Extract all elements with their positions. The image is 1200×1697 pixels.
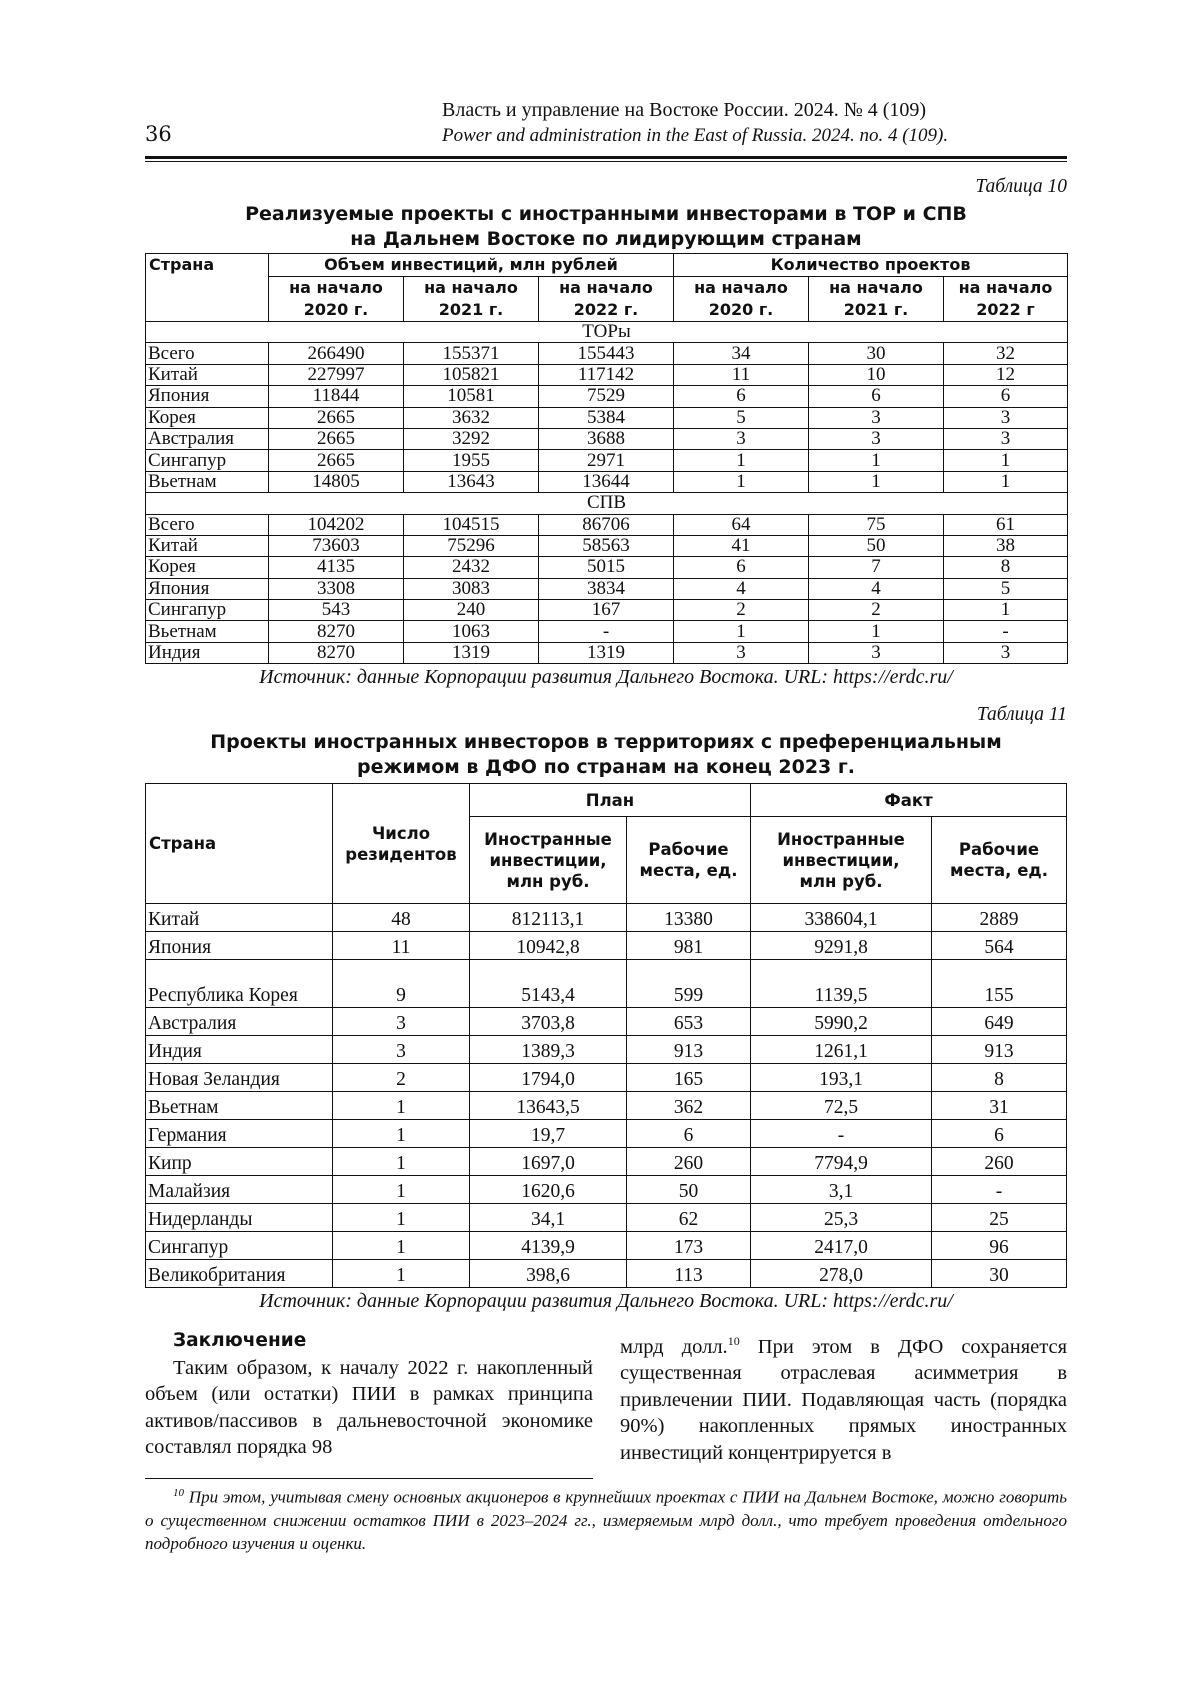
header-rule-thin: [145, 161, 1067, 162]
value-cell: 2432: [404, 557, 539, 578]
table-row: [146, 343, 1068, 364]
residents-line1: Число: [371, 823, 431, 843]
table-row: [146, 1260, 1067, 1288]
table10-subheader: [944, 277, 1068, 322]
value-cell: 50: [627, 1176, 751, 1204]
value-cell: 6: [944, 386, 1068, 407]
table-row: [146, 642, 1068, 663]
subheader-line: 2021 г.: [843, 300, 909, 319]
table-row: [146, 386, 1068, 407]
table11-title-line2: режимом в ДФО по странам на конец 2023 г.: [356, 756, 856, 778]
value-cell: 173: [627, 1232, 751, 1260]
country-cell: Новая Зеландия: [146, 1064, 333, 1092]
invest-line3: млн руб.: [799, 871, 883, 891]
value-cell: 1139,5: [751, 960, 932, 1008]
value-cell: 3703,8: [470, 1008, 627, 1036]
value-cell: 2889: [932, 904, 1067, 932]
country-cell: Всего: [146, 514, 269, 535]
table11-title-line1: Проекты иностранных инвесторов в территориях с преференциальным: [210, 731, 1002, 753]
subheader-line: 2021 г.: [438, 300, 504, 319]
value-cell: 5: [674, 407, 809, 428]
table-row: [146, 578, 1068, 599]
subheader-line: на начало: [424, 278, 518, 297]
subheader-line: на начало: [694, 278, 788, 297]
jobs-line2: места, ед.: [639, 861, 738, 880]
invest-line2: инвестиции,: [489, 850, 607, 870]
fact-jobs-header: [932, 817, 1067, 904]
value-cell: -: [944, 621, 1068, 642]
value-cell: 1: [809, 450, 944, 471]
footnote-text: При этом, учитывая смену основных акционеров в крупнейших проектах с ПИИ на Дальнем Востоке, можно говорить о существенном снижении остатков ПИИ в 2023–2024 гг., измеряемым млрд долл., что требует проведения отдельного подробного изучения и оценки.: [145, 1487, 1067, 1553]
value-cell: 117142: [539, 364, 674, 385]
value-cell: 266490: [269, 343, 404, 364]
value-cell: 61: [944, 514, 1068, 535]
table10-header-count: Количество проектов: [674, 254, 1068, 277]
value-cell: 1: [333, 1092, 470, 1120]
value-cell: 6: [809, 386, 944, 407]
value-cell: 19,7: [470, 1120, 627, 1148]
subheader-line: 2020 г.: [303, 300, 369, 319]
table-row: [146, 514, 1068, 535]
country-cell: Япония: [146, 578, 269, 599]
value-cell: 812113,1: [470, 904, 627, 932]
country-cell: Индия: [146, 642, 269, 663]
value-cell: 1063: [404, 621, 539, 642]
value-cell: 8: [944, 557, 1068, 578]
value-cell: 34,1: [470, 1204, 627, 1232]
section-label: СПВ: [146, 493, 1068, 514]
table-row: [146, 450, 1068, 471]
value-cell: 981: [627, 932, 751, 960]
value-cell: 3: [333, 1036, 470, 1064]
conclusion-text-start: млрд долл.: [620, 1335, 728, 1358]
fact-invest-header: [751, 817, 932, 904]
table10-subheader: [539, 277, 674, 322]
value-cell: 599: [627, 960, 751, 1008]
table11-title: [145, 730, 1067, 780]
value-cell: 75: [809, 514, 944, 535]
value-cell: 11: [333, 932, 470, 960]
table-row: [146, 600, 1068, 621]
value-cell: 8270: [269, 642, 404, 663]
value-cell: 8: [932, 1064, 1067, 1092]
value-cell: 649: [932, 1008, 1067, 1036]
country-cell: Сингапур: [146, 1232, 333, 1260]
value-cell: 75296: [404, 535, 539, 556]
value-cell: 1319: [404, 642, 539, 663]
value-cell: 12: [944, 364, 1068, 385]
country-cell: Великобритания: [146, 1260, 333, 1288]
value-cell: 1: [333, 1148, 470, 1176]
value-cell: 58563: [539, 535, 674, 556]
country-cell: Австралия: [146, 1008, 333, 1036]
table-row: [146, 932, 1067, 960]
value-cell: 5143,4: [470, 960, 627, 1008]
journal-title-ru: Власть и управление на Востоке России. 2024. № 4 (109): [442, 99, 927, 121]
table10-subheader: [674, 277, 809, 322]
country-cell: Япония: [146, 932, 333, 960]
table10-label: Таблица 10: [975, 176, 1067, 197]
invest-line1: Иностранные: [777, 829, 905, 849]
value-cell: 25: [932, 1204, 1067, 1232]
value-cell: 3292: [404, 428, 539, 449]
header-rule: [145, 156, 1067, 159]
table10-subheader: [404, 277, 539, 322]
country-cell: Китай: [146, 364, 269, 385]
value-cell: 165: [627, 1064, 751, 1092]
subheader-line: 2022 г: [976, 300, 1035, 319]
value-cell: 338604,1: [751, 904, 932, 932]
value-cell: 13643: [404, 471, 539, 492]
invest-line1: Иностранные: [484, 829, 612, 849]
value-cell: 1: [944, 450, 1068, 471]
table11-label: Таблица 11: [976, 704, 1067, 725]
conclusion-right-column: [620, 1328, 1067, 1466]
value-cell: 6: [627, 1120, 751, 1148]
value-cell: 3: [944, 642, 1068, 663]
value-cell: 7529: [539, 386, 674, 407]
value-cell: 14805: [269, 471, 404, 492]
value-cell: 32: [944, 343, 1068, 364]
value-cell: 1697,0: [470, 1148, 627, 1176]
value-cell: 1: [333, 1260, 470, 1288]
table-row: [146, 1120, 1067, 1148]
table-row: [146, 1148, 1067, 1176]
country-cell: Сингапур: [146, 450, 269, 471]
value-cell: 5384: [539, 407, 674, 428]
table10-subheader: [269, 277, 404, 322]
value-cell: 155: [932, 960, 1067, 1008]
value-cell: 10942,8: [470, 932, 627, 960]
value-cell: 2417,0: [751, 1232, 932, 1260]
journal-title-en: Power and administration in the East of Russia. 2024. no. 4 (109).: [442, 125, 949, 146]
table10-subheader: [809, 277, 944, 322]
value-cell: 13643,5: [470, 1092, 627, 1120]
value-cell: 4: [674, 578, 809, 599]
section-label: ТОРы: [146, 322, 1068, 343]
value-cell: 278,0: [751, 1260, 932, 1288]
value-cell: 155443: [539, 343, 674, 364]
value-cell: 5990,2: [751, 1008, 932, 1036]
subheader-line: на начало: [289, 278, 383, 297]
value-cell: 1319: [539, 642, 674, 663]
table10-header-volume: Объем инвестиций, млн рублей: [269, 254, 674, 277]
value-cell: 260: [627, 1148, 751, 1176]
value-cell: 2: [674, 600, 809, 621]
country-cell: Нидерланды: [146, 1204, 333, 1232]
value-cell: 105821: [404, 364, 539, 385]
table10-title: [145, 202, 1067, 252]
value-cell: 31: [932, 1092, 1067, 1120]
table-row: [146, 1204, 1067, 1232]
value-cell: 1955: [404, 450, 539, 471]
footnote-separator: [145, 1478, 593, 1479]
value-cell: -: [932, 1176, 1067, 1204]
subheader-line: на начало: [829, 278, 923, 297]
value-cell: 113: [627, 1260, 751, 1288]
country-cell: Всего: [146, 343, 269, 364]
conclusion-paragraph: Таким образом, к началу 2022 г. накопленный объем (или остатки) ПИИ в рамках принципа активов/пассивов в дальневосточной экономике составлял порядка 98: [145, 1356, 593, 1458]
value-cell: -: [751, 1120, 932, 1148]
table11-header-residents: [333, 784, 470, 904]
country-cell: Малайзия: [146, 1176, 333, 1204]
value-cell: 11: [674, 364, 809, 385]
value-cell: 10: [809, 364, 944, 385]
value-cell: 362: [627, 1092, 751, 1120]
country-cell: Вьетнам: [146, 621, 269, 642]
subheader-line: на начало: [958, 278, 1053, 297]
table10-section-row: [146, 322, 1068, 343]
conclusion-heading: Заключение: [173, 1330, 307, 1351]
country-cell: Япония: [146, 386, 269, 407]
value-cell: 6: [932, 1120, 1067, 1148]
value-cell: 3: [809, 642, 944, 663]
country-cell: Индия: [146, 1036, 333, 1064]
value-cell: 34: [674, 343, 809, 364]
conclusion-text-rest: При этом в ДФО сохраняется существенная отраслевая асимметрия в привлечении ПИИ. Подавляющая часть (порядка 90%) накопленных прямых иностранных инвестиций концентрируется в: [620, 1335, 1067, 1464]
table10: [145, 253, 1068, 664]
value-cell: 564: [932, 932, 1067, 960]
value-cell: 2: [809, 600, 944, 621]
value-cell: 1: [944, 471, 1068, 492]
table10-title-line2: на Дальнем Востоке по лидирующим странам: [350, 228, 862, 250]
residents-line2: резидентов: [345, 844, 457, 864]
value-cell: 3: [674, 642, 809, 663]
table11-header-plan: План: [470, 784, 751, 817]
value-cell: 2: [333, 1064, 470, 1092]
value-cell: 3688: [539, 428, 674, 449]
value-cell: 1: [674, 450, 809, 471]
table-row: [146, 1092, 1067, 1120]
value-cell: 1: [333, 1232, 470, 1260]
table-row: [146, 904, 1067, 932]
value-cell: 913: [932, 1036, 1067, 1064]
value-cell: 1: [944, 600, 1068, 621]
country-cell: Китай: [146, 904, 333, 932]
value-cell: 5: [944, 578, 1068, 599]
table-row: [146, 621, 1068, 642]
table11: [145, 783, 1067, 1288]
value-cell: 3: [809, 407, 944, 428]
table10-header-country: Страна: [146, 254, 269, 322]
value-cell: 1: [333, 1120, 470, 1148]
table11-header-fact: Факт: [751, 784, 1067, 817]
table-row: [146, 557, 1068, 578]
value-cell: 193,1: [751, 1064, 932, 1092]
value-cell: 7794,9: [751, 1148, 932, 1176]
country-cell: Германия: [146, 1120, 333, 1148]
value-cell: 4: [809, 578, 944, 599]
value-cell: 11844: [269, 386, 404, 407]
value-cell: 86706: [539, 514, 674, 535]
table11-header-country: Страна: [146, 784, 333, 904]
value-cell: 64: [674, 514, 809, 535]
value-cell: 3: [333, 1008, 470, 1036]
value-cell: 3632: [404, 407, 539, 428]
value-cell: 104515: [404, 514, 539, 535]
invest-line2: инвестиции,: [782, 850, 900, 870]
value-cell: 1794,0: [470, 1064, 627, 1092]
value-cell: 1: [809, 621, 944, 642]
table-row: [146, 1008, 1067, 1036]
value-cell: 7: [809, 557, 944, 578]
value-cell: 4139,9: [470, 1232, 627, 1260]
table11-source: Источник: данные Корпорации развития Дальнего Востока. URL: https://erdc.ru/: [259, 1290, 953, 1312]
country-cell: Корея: [146, 557, 269, 578]
value-cell: 1: [674, 621, 809, 642]
value-cell: 227997: [269, 364, 404, 385]
value-cell: 3: [944, 428, 1068, 449]
value-cell: 543: [269, 600, 404, 621]
plan-jobs-header: [627, 817, 751, 904]
value-cell: 1: [674, 471, 809, 492]
table-row: [146, 364, 1068, 385]
country-cell: Республика Корея: [146, 960, 333, 1008]
value-cell: 72,5: [751, 1092, 932, 1120]
footnote-ref[interactable]: 10: [727, 1334, 740, 1348]
page-number: 36: [145, 122, 172, 146]
value-cell: 1620,6: [470, 1176, 627, 1204]
value-cell: 1389,3: [470, 1036, 627, 1064]
value-cell: 398,6: [470, 1260, 627, 1288]
value-cell: 2665: [269, 407, 404, 428]
country-cell: Кипр: [146, 1148, 333, 1176]
value-cell: 3: [944, 407, 1068, 428]
value-cell: 1: [809, 471, 944, 492]
table-row: [146, 1064, 1067, 1092]
table10-title-line1: Реализуемые проекты с иностранными инвесторами в ТОР и СПВ: [245, 203, 967, 225]
country-cell: Корея: [146, 407, 269, 428]
value-cell: 30: [932, 1260, 1067, 1288]
table-row: [146, 1036, 1067, 1064]
table-row: [146, 471, 1068, 492]
value-cell: 260: [932, 1148, 1067, 1176]
table10-section-row: [146, 493, 1068, 514]
footnote-number: 10: [173, 1487, 184, 1499]
value-cell: 13380: [627, 904, 751, 932]
subheader-line: 2020 г.: [708, 300, 774, 319]
value-cell: 2665: [269, 428, 404, 449]
value-cell: 96: [932, 1232, 1067, 1260]
value-cell: 240: [404, 600, 539, 621]
table-row: [146, 1232, 1067, 1260]
table-row: [146, 960, 1067, 1008]
value-cell: 653: [627, 1008, 751, 1036]
value-cell: 48: [333, 904, 470, 932]
table-row: [146, 1176, 1067, 1204]
value-cell: 2971: [539, 450, 674, 471]
table10-source: Источник: данные Корпорации развития Дальнего Востока. URL: https://erdc.ru/: [259, 666, 953, 688]
value-cell: 41: [674, 535, 809, 556]
jobs-line2: места, ед.: [950, 861, 1048, 880]
value-cell: 3,1: [751, 1176, 932, 1204]
value-cell: 38: [944, 535, 1068, 556]
subheader-line: 2022 г.: [573, 300, 639, 319]
value-cell: 167: [539, 600, 674, 621]
country-cell: Австралия: [146, 428, 269, 449]
plan-invest-header: [470, 817, 627, 904]
value-cell: 73603: [269, 535, 404, 556]
value-cell: 3: [809, 428, 944, 449]
invest-line3: млн руб.: [506, 871, 590, 891]
country-cell: Китай: [146, 535, 269, 556]
country-cell: Сингапур: [146, 600, 269, 621]
value-cell: 50: [809, 535, 944, 556]
value-cell: 3: [674, 428, 809, 449]
value-cell: 9291,8: [751, 932, 932, 960]
value-cell: 6: [674, 557, 809, 578]
value-cell: 5015: [539, 557, 674, 578]
table-row: [146, 535, 1068, 556]
value-cell: 13644: [539, 471, 674, 492]
value-cell: 6: [674, 386, 809, 407]
value-cell: 2665: [269, 450, 404, 471]
value-cell: 9: [333, 960, 470, 1008]
subheader-line: на начало: [559, 278, 653, 297]
value-cell: 104202: [269, 514, 404, 535]
value-cell: 30: [809, 343, 944, 364]
conclusion-left-column: [145, 1328, 593, 1461]
value-cell: 8270: [269, 621, 404, 642]
value-cell: 1: [333, 1204, 470, 1232]
jobs-line1: Рабочие: [648, 840, 729, 859]
value-cell: 913: [627, 1036, 751, 1064]
value-cell: -: [539, 621, 674, 642]
jobs-line1: Рабочие: [958, 840, 1040, 859]
country-cell: Вьетнам: [146, 471, 269, 492]
value-cell: 3834: [539, 578, 674, 599]
value-cell: 62: [627, 1204, 751, 1232]
value-cell: 1: [333, 1176, 470, 1204]
value-cell: 3083: [404, 578, 539, 599]
value-cell: 3308: [269, 578, 404, 599]
value-cell: 25,3: [751, 1204, 932, 1232]
table-row: [146, 428, 1068, 449]
value-cell: 10581: [404, 386, 539, 407]
table-row: [146, 407, 1068, 428]
footnote: [145, 1482, 1067, 1555]
value-cell: 155371: [404, 343, 539, 364]
value-cell: 4135: [269, 557, 404, 578]
running-header: [442, 98, 1062, 148]
value-cell: 1261,1: [751, 1036, 932, 1064]
country-cell: Вьетнам: [146, 1092, 333, 1120]
